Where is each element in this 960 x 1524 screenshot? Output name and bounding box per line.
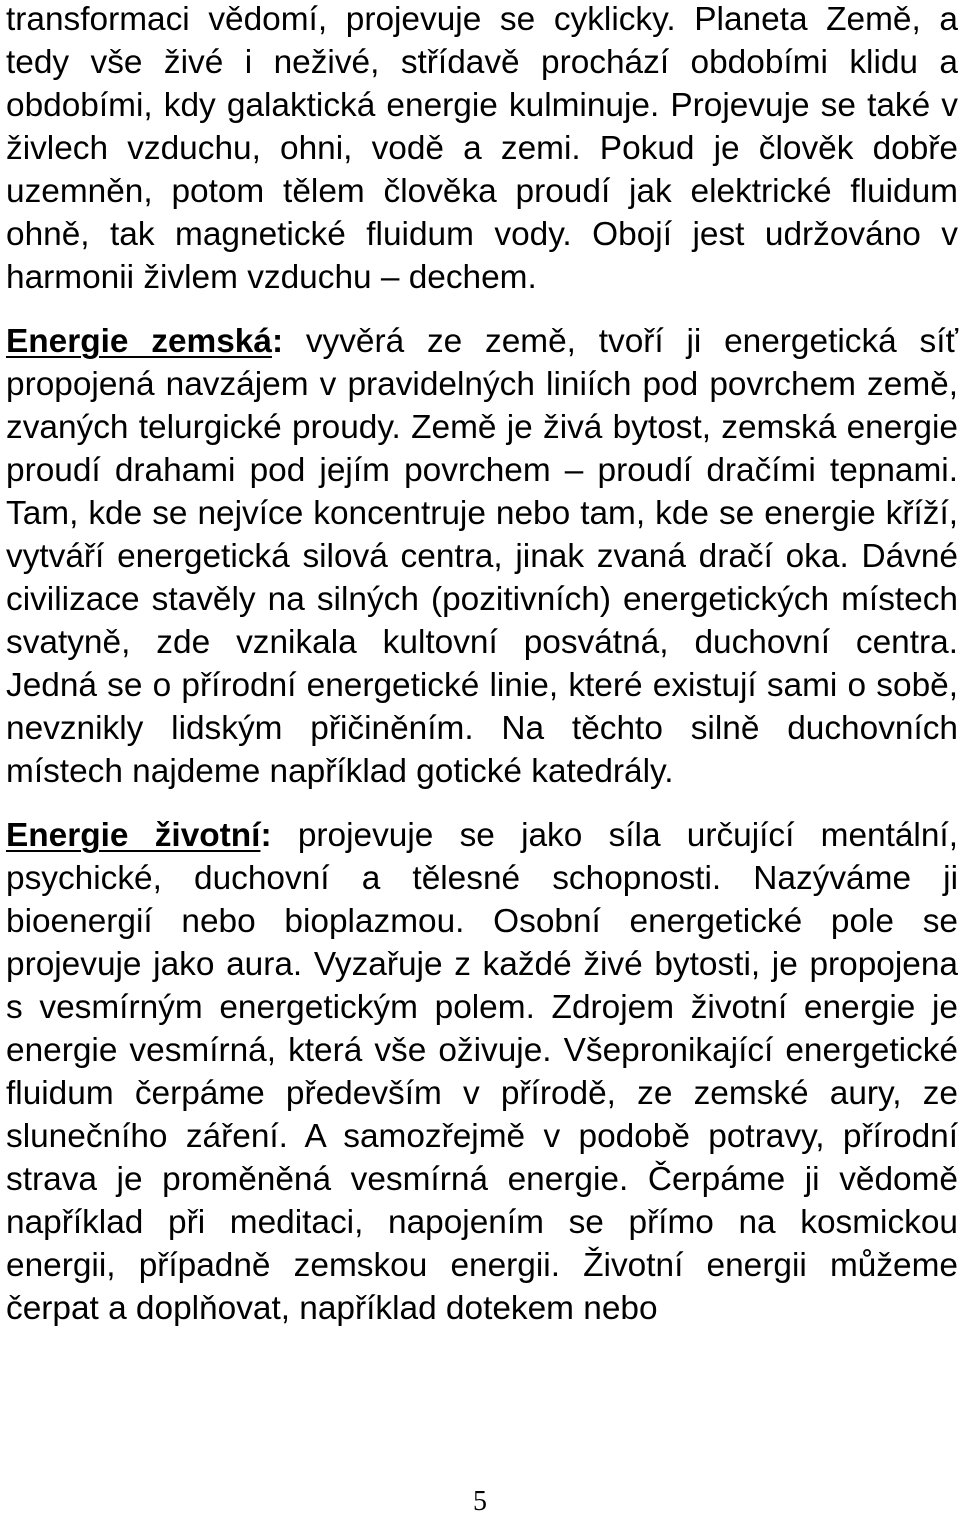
document-page <box>6 0 958 1330</box>
paragraph-energie-zemska-text: vyvěrá ze země, tvoří ji energetická síť propojená navzájem v pravidelných liniích pod povrchem země, zvaných telurgické proudy. Země je živá bytost, zemská energie proudí drahami pod jejím povrchem – proudí dračími tepnami. Tam, kde se nejvíce koncentruje nebo tam, kde se energie kříží, vytváří energetická silová centra, jinak zvaná dračí oka. Dávné civilizace stavěly na silných (pozitivních) energetických místech svatyně, zde vznikala kultovní posvátná, duchovní centra. Jedná se o přírodní energetické linie, které existují sami o sobě, nevznikly lidským přičiněním. Na těchto silně duchovních místech najdeme například gotické katedrály. <box>6 323 959 790</box>
paragraph-energie-zivotni <box>6 814 958 1330</box>
paragraph-energie-zivotni-text: projevuje se jako síla určující mentální, psychické, duchovní a tělesné schopnosti. Nazýváme ji bioenergií nebo bioplazmou. Osobní energetické pole se projevuje jako aura. Vyzařuje z každé živé bytosti, je propojena s vesmírným energetickým polem. Zdrojem životní energie je energie vesmírná, která vše oživuje. Všepronikající energetické fluidum čerpáme především v přírodě, ze zemské aury, ze slunečního záření. A samozřejmě v podobě potravy, přírodní strava je proměněná vesmírná energie. Čerpáme ji vědomě například při meditaci, napojením se přímo na kosmickou energii, případně zemskou energii. Životní energii můžeme čerpat a doplňovat, například dotekem nebo <box>6 817 958 1327</box>
section-heading-energie-zivotni: Energie životní <box>6 817 261 854</box>
heading-colon: : <box>260 817 272 854</box>
heading-colon: : <box>271 323 284 360</box>
page-number: 5 <box>473 1486 487 1517</box>
paragraph-energie-zemska <box>6 320 958 793</box>
paragraph-intro <box>6 0 958 299</box>
section-heading-energie-zemska: Energie zemská <box>6 323 272 360</box>
paragraph-intro-text: transformaci vědomí, projevuje se cyklicky. Planeta Země, a tedy vše živé i neživé, střídavě prochází obdobími klidu a obdobími, kdy galaktická energie kulminuje. Projevuje se také v živlech vzduchu, ohni, vodě a zemi. Pokud je člověk dobře uzemněn, potom tělem člověka proudí jak elektrické fluidum ohně, tak magnetické fluidum vody. Obojí jest udržováno v harmonii živlem vzduchu – dechem. <box>6 1 958 296</box>
